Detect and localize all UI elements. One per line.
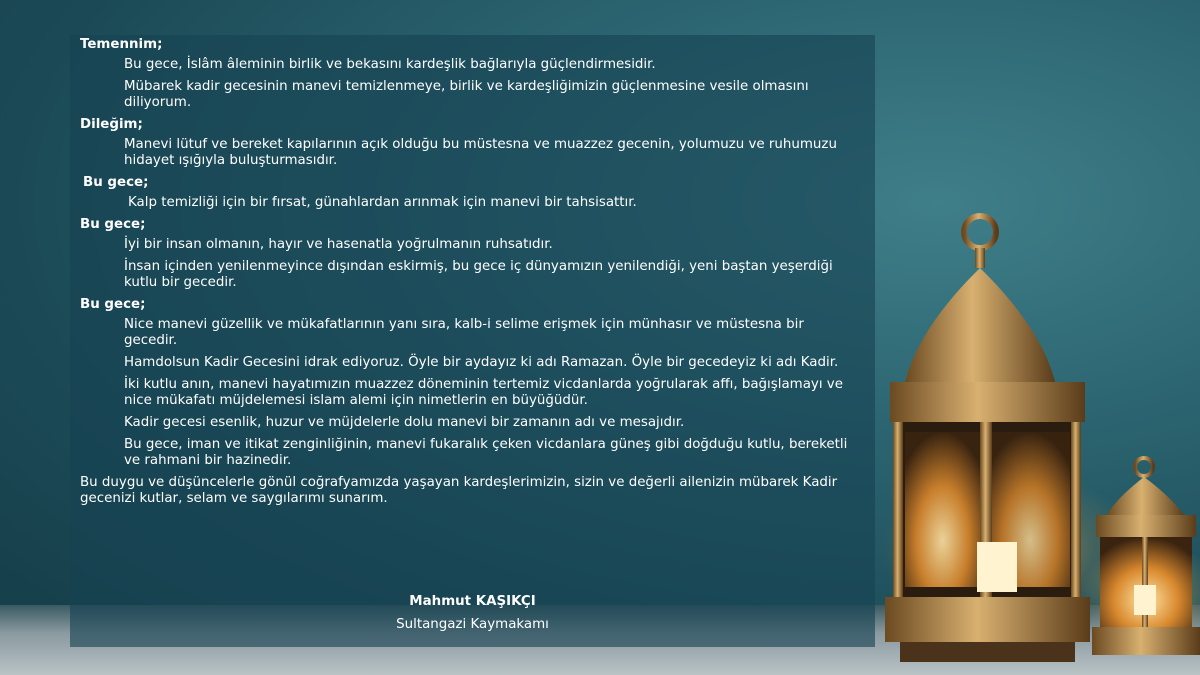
section-heading: Dileğim; — [80, 117, 143, 132]
paragraph: Bu gece, İslâm âleminin birlik ve bekasını kardeşlik bağlarıyla güçlendirmesidir. — [124, 57, 656, 72]
paragraph: Kalp temizliği için bir fırsat, günahlardan arınmak için manevi bir tahsisattır. — [128, 195, 637, 210]
paragraph: Kadir gecesi esenlik, huzur ve müjdelerle dolu manevi bir zamanın adı ve mesajıdır. — [124, 415, 685, 430]
closing-paragraph: Bu duygu ve düşüncelerle gönül coğrafyamızda yaşayan kardeşlerimizin, sizin ve değerli ailenizin mübarek Kadir gecenizi kutlar, selam ve saygılarımı sunarım. — [80, 475, 838, 506]
section-heading: Temennim; — [80, 37, 163, 52]
section-heading: Bu gece; — [80, 297, 146, 312]
paragraph: Manevi lütuf ve bereket kapılarının açık olduğu bu müstesna ve muazzez gecenin, yolumuzu ve ruhumuzu hidayet ışığıyla buluşturmasıdır. — [124, 137, 837, 168]
message-content — [80, 37, 855, 507]
paragraph: Mübarek kadir gecesinin manevi temizlenmeye, birlik ve kardeşliğimizin güçlenmesine vesile olmasını diliyorum. — [124, 79, 809, 110]
section-heading: Bu gece; — [80, 217, 146, 232]
paragraph: İnsan içinden yenilenmeyince dışından eskirmiş, bu gece iç dünyamızın yenilendiği, yeni baştan yeşerdiği kutlu bir gecedir. — [124, 259, 833, 290]
paragraph: Nice manevi güzellik ve mükafatlarının yanı sıra, kalb-i selime erişmek için münhasır ve müstesna bir gecedir. — [124, 317, 804, 348]
signature-title: Sultangazi Kaymakamı — [396, 617, 549, 632]
paragraph: İyi bir insan olmanın, hayır ve hasenatla yoğrulmanın ruhsatıdır. — [124, 237, 553, 252]
section-heading: Bu gece; — [83, 175, 149, 190]
paragraph: İki kutlu anın, manevi hayatımızın muazzez döneminin tertemiz vicdanlarda yoğrularak affı, bağışlamayı ve nice mükafatı müjdelemesi islam alemi için nimetlerin en büyüğüdür. — [124, 377, 843, 408]
signature-name: Mahmut KAŞIKÇI — [409, 594, 536, 609]
lantern-icon — [885, 212, 1090, 662]
small-lantern-icon — [1092, 455, 1200, 665]
paragraph: Hamdolsun Kadir Gecesini idrak ediyoruz. Öyle bir aydayız ki adı Ramazan. Öyle bir gecedeyiz ki adı Kadir. — [124, 355, 839, 370]
paragraph: Bu gece, iman ve itikat zenginliğinin, manevi fukaralık çeken vicdanlara güneş gibi doğduğu kutlu, bereketli ve rahmani bir hazinedir. — [124, 437, 848, 468]
